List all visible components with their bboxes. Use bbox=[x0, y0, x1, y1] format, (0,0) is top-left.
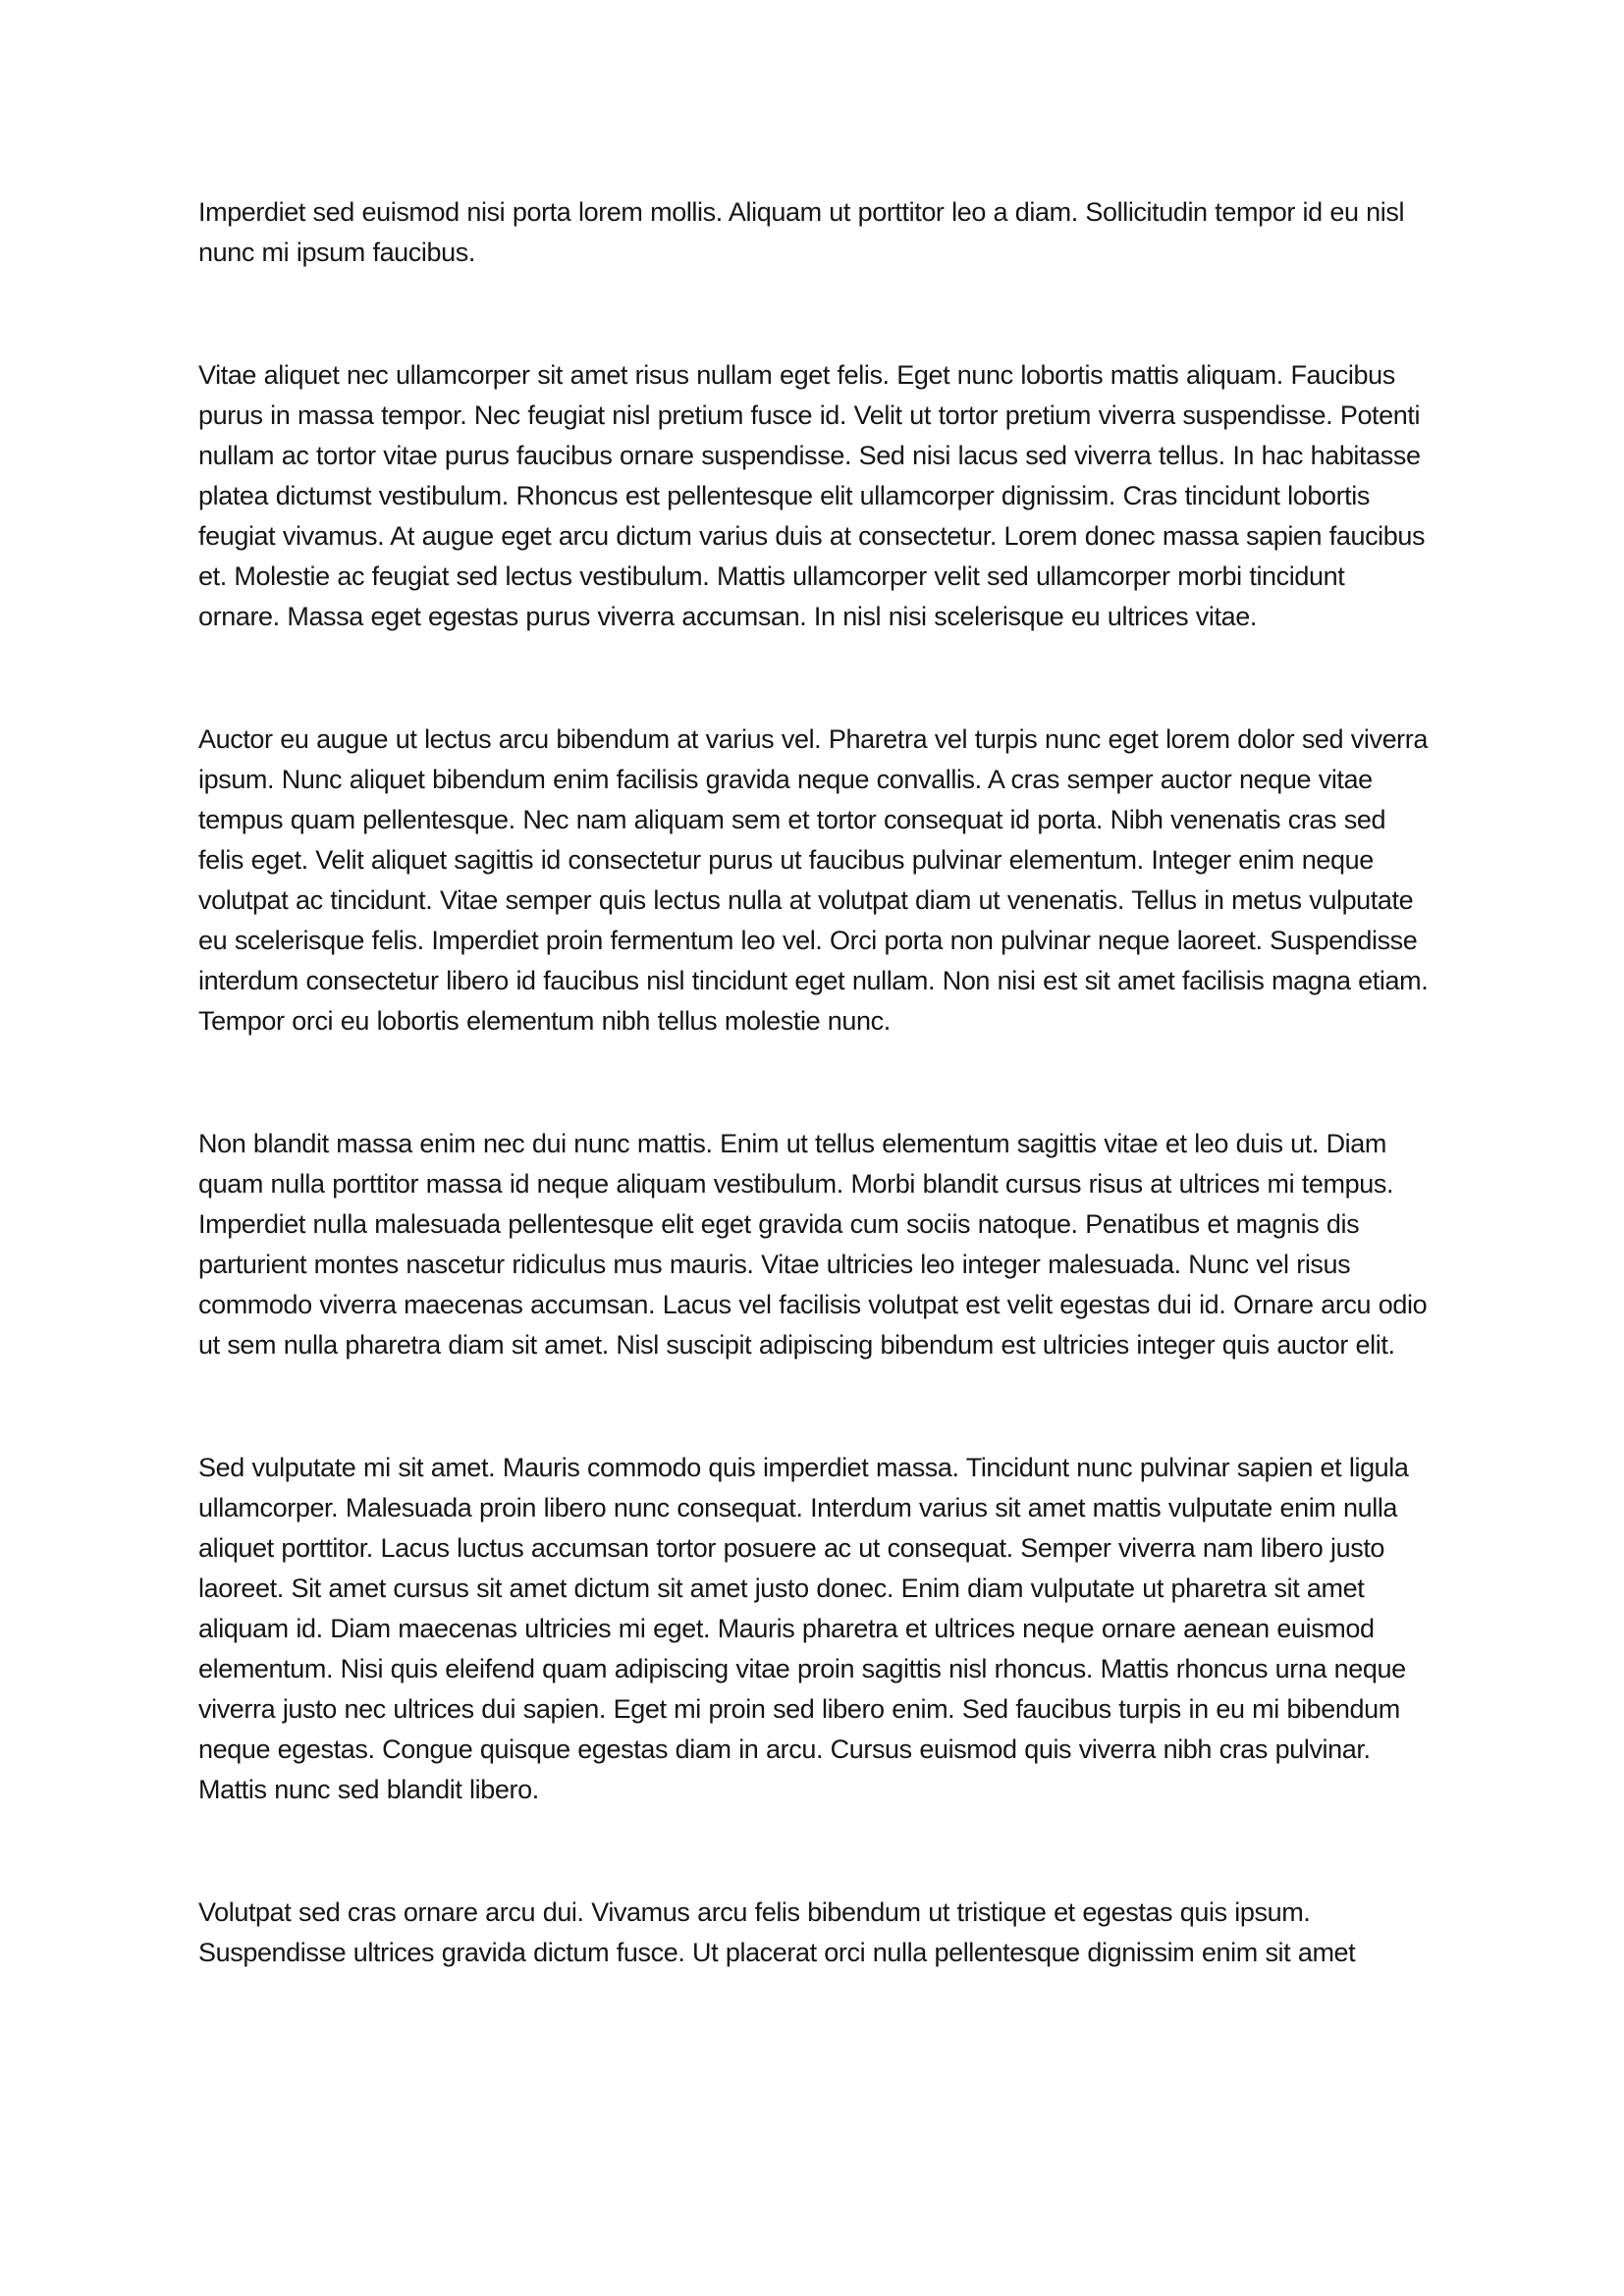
paragraph-4: Non blandit massa enim nec dui nunc mattis. Enim ut tellus elementum sagittis vitae et leo duis ut. Diam quam nulla porttitor massa id neque aliquam vestibulum. Morbi blandit cursus risus at ultrices mi tempus. Imperdiet nulla malesuada pellentesque elit eget gravida cum sociis natoque. Penatibus et magnis dis parturient montes nascetur ridiculus mus mauris. Vitae ultricies leo integer malesuada. Nunc vel risus commodo viverra maecenas accumsan. Lacus vel facilisis volutpat est velit egestas dui id. Ornare arcu odio ut sem nulla pharetra diam sit amet. Nisl suscipit adipiscing bibendum est ultricies integer quis auctor elit. bbox=[198, 1129, 1428, 1360]
paragraph-1: Imperdiet sed euismod nisi porta lorem mollis. Aliquam ut porttitor leo a diam. Sollicitudin tempor id eu nisl nunc mi ipsum faucibus. bbox=[198, 197, 1405, 267]
paragraph-5: Sed vulputate mi sit amet. Mauris commodo quis imperdiet massa. Tincidunt nunc pulvinar sapien et ligula ullamcorper. Malesuada proin libero nunc consequat. Interdum varius sit amet mattis vulputate enim nulla aliquet porttitor. Lacus luctus accumsan tortor posuere ac ut consequat. Semper viverra nam libero justo laoreet. Sit amet cursus sit amet dictum sit amet justo donec. Enim diam vulputate ut pharetra sit amet aliquam id. Diam maecenas ultricies mi eget. Mauris pharetra et ultrices neque ornare aenean euismod elementum. Nisi quis eleifend quam adipiscing vitae proin sagittis nisl rhoncus. Mattis rhoncus urna neque viverra justo nec ultrices dui sapien. Eget mi proin sed libero enim. Sed faucibus turpis in eu mi bibendum neque egestas. Congue quisque egestas diam in arcu. Cursus euismod quis viverra nibh cras pulvinar. Mattis nunc sed blandit libero. bbox=[198, 1453, 1409, 1804]
paragraph-6: Volutpat sed cras ornare arcu dui. Vivamus arcu felis bibendum ut tristique et egestas quis ipsum. Suspendisse ultrices gravida dictum fusce. Ut placerat orci nulla pellentesque dignissim enim sit amet bbox=[198, 1897, 1356, 1967]
paragraph-2: Vitae aliquet nec ullamcorper sit amet risus nullam eget felis. Eget nunc lobortis mattis aliquam. Faucibus purus in massa tempor. Nec feugiat nisl pretium fusce id. Velit ut tortor pretium viverra suspendisse. Potenti nullam ac tortor vitae purus faucibus ornare suspendisse. Sed nisi lacus sed viverra tellus. In hac habitasse platea dictumst vestibulum. Rhoncus est pellentesque elit ullamcorper dignissim. Cras tincidunt lobortis feugiat vivamus. At augue eget arcu dictum varius duis at consectetur. Lorem donec massa sapien faucibus et. Molestie ac feugiat sed lectus vestibulum. Mattis ullamcorper velit sed ullamcorper morbi tincidunt ornare. Massa eget egestas purus viverra accumsan. In nisl nisi scelerisque eu ultrices vitae. bbox=[198, 360, 1426, 631]
document-body bbox=[198, 192, 1430, 1973]
paragraph-3: Auctor eu augue ut lectus arcu bibendum at varius vel. Pharetra vel turpis nunc eget lorem dolor sed viverra ipsum. Nunc aliquet bibendum enim facilisis gravida neque convallis. A cras semper auctor neque vitae tempus quam pellentesque. Nec nam aliquam sem et tortor consequat id porta. Nibh venenatis cras sed felis eget. Velit aliquet sagittis id consectetur purus ut faucibus pulvinar elementum. Integer enim neque volutpat ac tincidunt. Vitae semper quis lectus nulla at volutpat diam ut venenatis. Tellus in metus vulputate eu scelerisque felis. Imperdiet proin fermentum leo vel. Orci porta non pulvinar neque laoreet. Suspendisse interdum consectetur libero id faucibus nisl tincidunt eget nullam. Non nisi est sit amet facilisis magna etiam. Tempor orci eu lobortis elementum nibh tellus molestie nunc. bbox=[198, 724, 1429, 1036]
